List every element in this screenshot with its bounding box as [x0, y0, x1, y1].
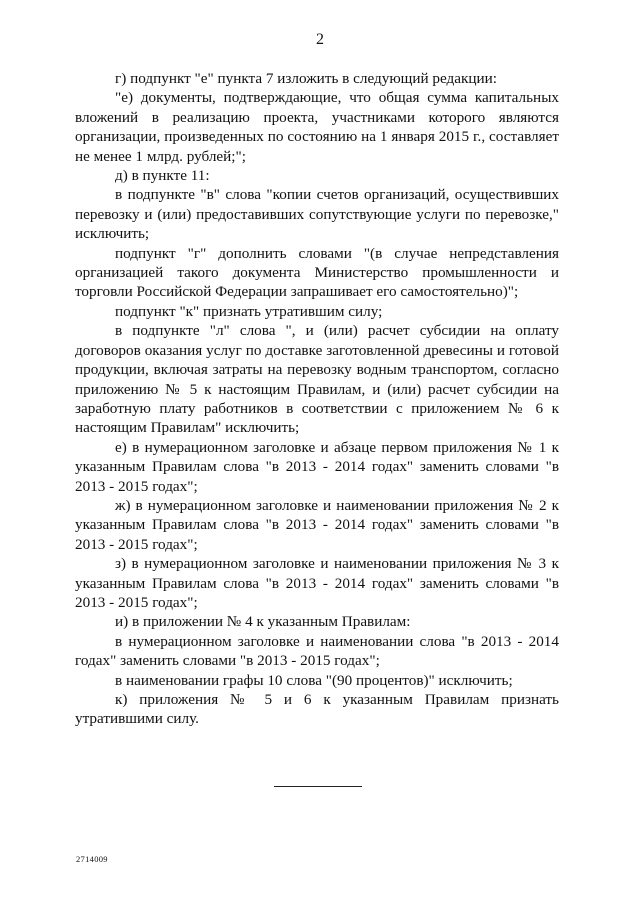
paragraph-i-appendix-4: и) в приложении № 4 к указанным Правилам: — [115, 613, 411, 631]
document-code: 2714009 — [76, 854, 108, 864]
paragraph-subpoint-l: в подпункте "л" слова ", и (или) расчет субсидии на оплату договоров оказания услуг по доставке заготовленной древесины и готовой продукции, включая затраты на перевозку водным транспортом, согласно приложению № 5 к настоящим Правилам, и (или) расчет субсидии на заработную плату работников в соответствии с приложением № 6 к настоящим Правилам" исключить; — [75, 322, 559, 437]
paragraph-k-appendices: к) приложения № 5 и 6 к указанным Правилам признать утратившими силу. — [75, 691, 559, 728]
paragraph-zh-appendix-2: ж) в нумерационном заголовке и наименовании приложения № 2 к указанным Правилам слова "в 2013 - 2014 годах" заменить словами "в 2013 - 2015 годах"; — [75, 496, 559, 553]
paragraph-g: г) подпункт "е" пункта 7 изложить в следующий редакции: — [115, 70, 498, 87]
paragraph-subpoint-v: в подпункте "в" слова "копии счетов организаций, осуществивших перевозку и (или) предоставивших сопутствующие услуги по перевозке," исключить; — [75, 186, 559, 243]
paragraph-subpoint-g: подпункт "г" дополнить словами "(в случае непредставления организацией такого документа Министерство промышленности и торговли Российской Федерации запрашивает его самостоятельно)"; — [75, 244, 559, 301]
end-divider-line — [274, 786, 362, 787]
document-body — [75, 69, 559, 729]
paragraph-d: д) в пункте 11: — [115, 167, 210, 185]
paragraph-column-10: в наименовании графы 10 слова "(90 процентов)" исключить; — [115, 671, 513, 689]
paragraph-subpoint-k: подпункт "к" признать утратившим силу; — [115, 302, 383, 320]
paragraph-e-text: "е) документы, подтверждающие, что общая сумма капитальных вложений в реализацию проекта, участниками которого являются организации, произведенных по состоянию на 1 января 2015 г., составляет не менее 1 млрд. рублей;"; — [75, 89, 559, 165]
page-number: 2 — [316, 31, 324, 48]
paragraph-appendix-4-title: в нумерационном заголовке и наименовании слова "в 2013 - 2014 годах" заменить словами "в 2013 - 2015 годах"; — [75, 632, 559, 670]
paragraph-e-appendix-1: е) в нумерационном заголовке и абзаце первом приложения № 1 к указанным Правилам слова "в 2013 - 2014 годах" заменить словами "в 2013 - 2015 годах"; — [75, 438, 559, 495]
paragraph-z-appendix-3: з) в нумерационном заголовке и наименовании приложения № 3 к указанным Правилам слова "в 2013 - 2014 годах" заменить словами "в 2013 - 2015 годах"; — [75, 555, 559, 611]
